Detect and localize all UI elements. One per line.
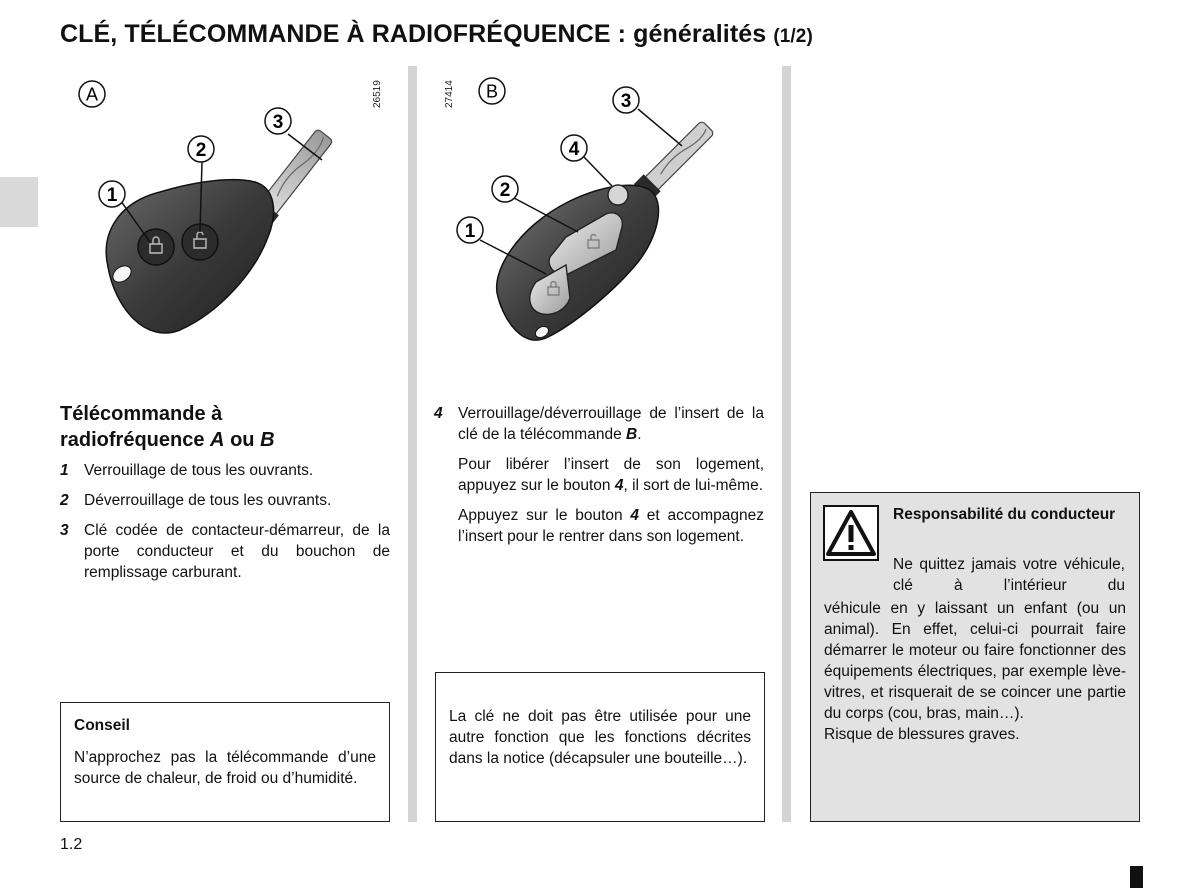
section-heading: [60, 401, 390, 453]
warning-triangle-icon: [823, 505, 879, 561]
svg-text:2: 2: [195, 140, 207, 161]
svg-text:1: 1: [464, 221, 476, 242]
item-number: 1: [60, 462, 69, 479]
figure-b-label: [479, 78, 505, 104]
chapter-tab: [0, 177, 38, 227]
figure-b: [438, 62, 768, 362]
item-text: Verrouillage de tous les ouvrants.: [84, 462, 314, 479]
callout-2: [492, 176, 518, 202]
item-text: Verrouillage/déverrouillage de l’insert de la clé de la télécommande: [458, 405, 764, 443]
list-item: [60, 460, 390, 481]
button-list-b: [434, 403, 764, 556]
release-button: [608, 185, 628, 205]
column-divider-left: [408, 66, 417, 822]
conseil-box: [60, 702, 390, 822]
callout-4: [561, 135, 587, 161]
section-heading-line1: Télécommande à: [60, 403, 223, 425]
figure-a-label: [79, 81, 105, 107]
list-item: 4 Verrouillage/déverrouillage de l’insert de la clé de la télécommande B. Pour libérer l’insert de son logement, appuyez sur le bouton 4, il sort de lui-même. Appuyez sur le bouton 4 et accompagnez l’insert pour le rentrer dans son logement.: [434, 405, 764, 545]
item-text-key-ref: B: [626, 426, 638, 443]
svg-text:3: 3: [620, 91, 632, 112]
note-box: [435, 672, 765, 822]
page-title-suffix: (1/2): [773, 26, 813, 47]
svg-text:B: B: [485, 81, 499, 102]
svg-text:2: 2: [499, 180, 511, 201]
figure-b-ref: 27414: [444, 80, 455, 108]
callout-1: [457, 217, 483, 243]
key-a-illustration: [60, 62, 400, 362]
section-heading-ou: ou: [230, 429, 255, 451]
list-item: [60, 490, 390, 511]
end-marker: [1130, 866, 1143, 888]
section-heading-a: A: [210, 429, 225, 451]
item-number: 2: [60, 492, 69, 509]
note-text: La clé ne doit pas être utilisée pour une autre fonction que les fonctions décrites dans la notice (décapsuler une bouteille…).: [449, 708, 751, 767]
button-list: [60, 460, 390, 592]
section-heading-line2: radiofréquence: [60, 429, 205, 451]
callout-1: [99, 181, 125, 207]
item-number: 3: [60, 522, 69, 539]
warning-box: [810, 492, 1140, 822]
callout-2: [188, 136, 214, 162]
svg-text:A: A: [85, 84, 99, 105]
column-divider-right: [782, 66, 791, 822]
warning-text-intro: Ne quittez jamais votre véhicule, clé à l’intérieur du: [893, 556, 1125, 594]
page-number: 1.2: [60, 836, 83, 853]
list-item: [60, 520, 390, 583]
lock-button: [138, 229, 174, 265]
warning-text: véhicule en y laissant un enfant (ou un animal). En effet, celui-ci pourrait faire démarrer le moteur ou faire fonctionner des équipements électriques, par exemple lève-vitres, et risquerait de se coincer une partie du corps (cou, bras, main…). Risque de blessures graves.: [824, 600, 1126, 743]
svg-text:1: 1: [106, 185, 118, 206]
item-number: 4: [434, 405, 443, 422]
svg-text:4: 4: [568, 139, 580, 160]
item-text: Déverrouillage de tous les ouvrants.: [84, 492, 332, 509]
section-heading-b: B: [260, 429, 275, 451]
key-b-illustration: [438, 62, 768, 362]
svg-text:3: 3: [272, 112, 284, 133]
figure-a: [60, 62, 400, 362]
page-title: [60, 20, 813, 49]
callout-3: [265, 108, 291, 134]
item-text: Clé codée de contacteur-démarreur, de la porte conducteur et du bouchon de remplissage carburant.: [84, 522, 390, 581]
release-insert-paragraph: Pour libérer l’insert de son logement, appuyez sur le bouton 4, il sort de lui-même.: [458, 456, 764, 494]
retract-insert-paragraph: Appuyez sur le bouton 4 et accompagnez l’insert pour le rentrer dans son logement.: [458, 507, 764, 545]
warning-title: Responsabilité du conducteur: [893, 506, 1116, 523]
conseil-text: N’approchez pas la télécommande d’une source de chaleur, de froid ou d’humidité.: [74, 749, 376, 787]
callout-3: [613, 87, 639, 113]
figure-a-ref: 26519: [372, 80, 383, 108]
conseil-title: Conseil: [74, 717, 130, 734]
page-title-main: CLÉ, TÉLÉCOMMANDE À RADIOFRÉQUENCE : généralités: [60, 20, 767, 48]
